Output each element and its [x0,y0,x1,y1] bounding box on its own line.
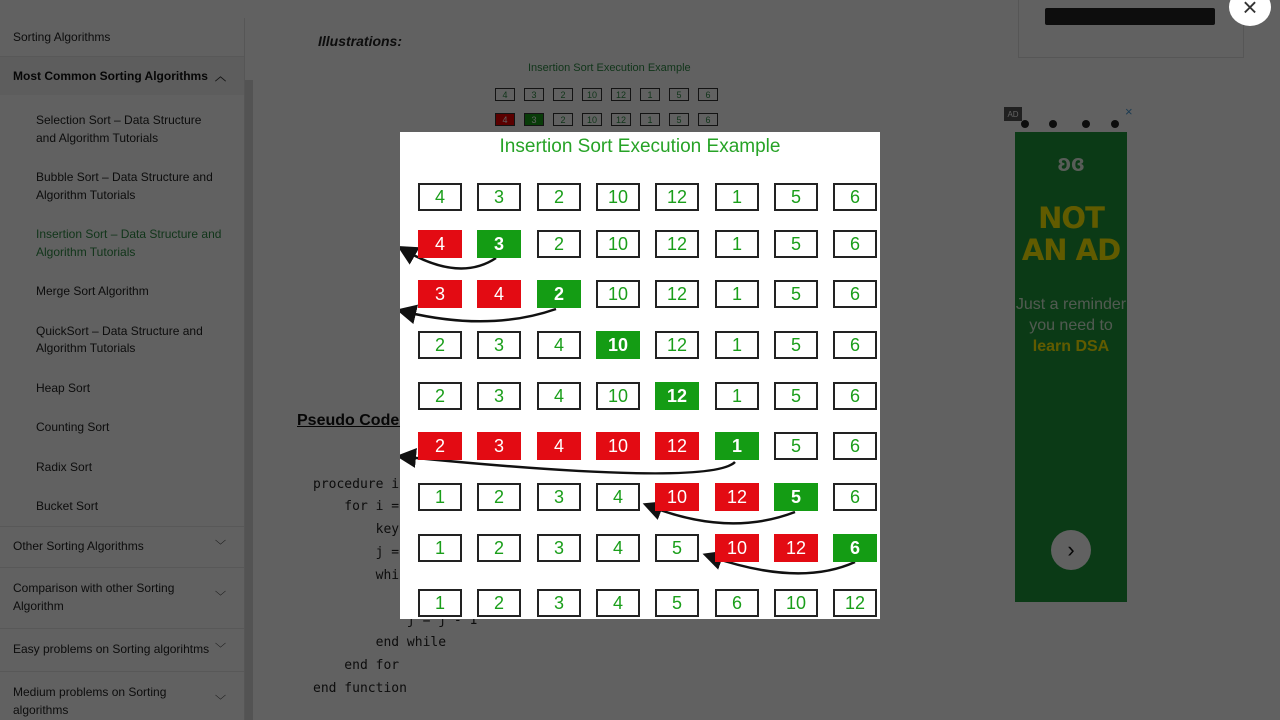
array-cell: 12 [833,589,877,617]
array-cell: 10 [596,280,640,308]
array-cell: 1 [715,382,759,410]
array-cell: 12 [715,483,759,511]
array-cell: 3 [477,331,521,359]
array-cell: 2 [418,382,462,410]
close-icon[interactable]: × [1229,0,1271,26]
array-cell: 5 [774,280,818,308]
array-cell: 2 [418,432,462,460]
array-cell: 5 [655,534,699,562]
array-cell: 2 [418,331,462,359]
array-cell: 1 [418,534,462,562]
array-cell: 10 [655,483,699,511]
array-cell: 1 [418,589,462,617]
array-cell: 10 [596,183,640,211]
array-cell: 5 [774,382,818,410]
array-cell: 12 [655,183,699,211]
array-cell: 4 [596,483,640,511]
array-cell: 5 [774,331,818,359]
array-cell: 12 [655,280,699,308]
array-cell: 4 [537,432,581,460]
array-cell: 3 [537,483,581,511]
array-cell: 10 [596,382,640,410]
array-cell: 6 [833,280,877,308]
array-cell: 6 [833,534,877,562]
array-cell: 4 [477,280,521,308]
array-cell: 4 [596,589,640,617]
array-cell: 2 [477,589,521,617]
array-cell: 5 [655,589,699,617]
array-cell: 4 [596,534,640,562]
array-cell: 5 [774,483,818,511]
array-cell: 3 [477,382,521,410]
array-cell: 3 [477,432,521,460]
array-cell: 4 [418,183,462,211]
array-cell: 2 [477,534,521,562]
array-cell: 3 [418,280,462,308]
array-cell: 6 [833,382,877,410]
array-cell: 12 [655,382,699,410]
array-cell: 1 [715,331,759,359]
modal-title: Insertion Sort Execution Example [499,136,781,157]
array-cell: 3 [477,230,521,258]
array-cell: 1 [715,280,759,308]
array-cell: 10 [596,432,640,460]
image-lightbox [400,132,880,619]
array-cell: 2 [537,183,581,211]
array-cell: 12 [655,432,699,460]
array-cell: 4 [537,331,581,359]
arrow [406,309,556,321]
array-cell: 5 [774,432,818,460]
array-cell: 2 [537,280,581,308]
array-cell: 6 [833,230,877,258]
array-cell: 12 [774,534,818,562]
array-cell: 10 [596,331,640,359]
array-cell: 10 [774,589,818,617]
array-cell: 1 [418,483,462,511]
array-cell: 3 [537,589,581,617]
array-cell: 6 [833,483,877,511]
array-cell: 2 [477,483,521,511]
array-cell: 10 [715,534,759,562]
array-cell: 6 [833,432,877,460]
array-cell: 4 [537,382,581,410]
array-cell: 12 [655,331,699,359]
array-cell: 1 [715,432,759,460]
array-cell: 5 [774,183,818,211]
array-cell: 5 [774,230,818,258]
array-cell: 6 [833,183,877,211]
array-cell: 3 [477,183,521,211]
array-cell: 1 [715,183,759,211]
array-cell: 10 [596,230,640,258]
array-cell: 1 [715,230,759,258]
array-cell: 12 [655,230,699,258]
array-cell: 4 [418,230,462,258]
array-cell: 6 [833,331,877,359]
array-cell: 3 [537,534,581,562]
array-cell: 2 [537,230,581,258]
array-cell: 6 [715,589,759,617]
